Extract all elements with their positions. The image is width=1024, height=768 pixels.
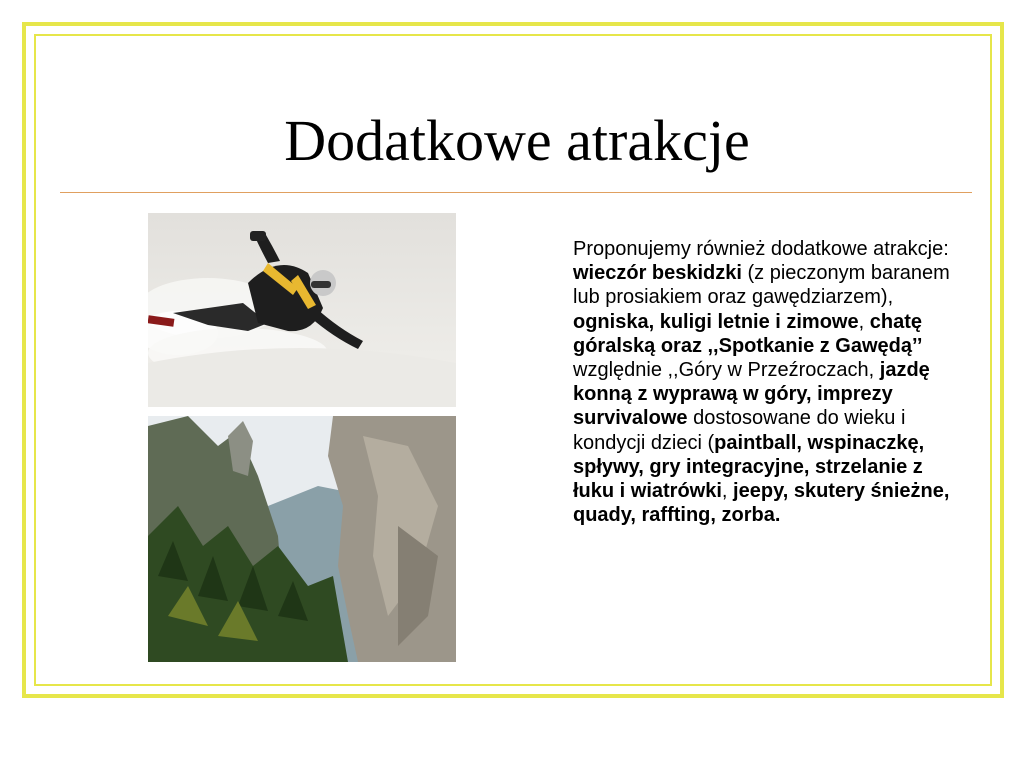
bold-text-run: wieczór beskidzki (573, 262, 742, 285)
bold-text-run: chatę góralską oraz ,,Spotkanie z Gawędą’’ (573, 310, 923, 357)
bold-text-run: jeepy, skutery śnieżne, quady, raffting, zorba. (573, 480, 950, 527)
text-run: Proponujemy również dodatkowe atrakcje: (573, 238, 949, 260)
slide-title: Dodatkowe atrakcje (284, 108, 750, 173)
text-run: (z pieczonym baranem lub prosiakiem oraz gawędziarzem), (573, 262, 950, 309)
text-run: , (858, 310, 870, 333)
bold-text-run: ogniska, kuligi letnie i zimowe (573, 310, 859, 333)
mountain-photo (148, 416, 456, 662)
skier-photo (148, 213, 456, 407)
title-divider (60, 192, 972, 193)
text-run: względnie ,,Góry w Przeźroczach, (573, 359, 880, 382)
slide-body-text (573, 237, 968, 527)
bold-text-run: jazdę konną z wyprawą w góry, imprezy survivalowe (573, 359, 930, 430)
text-run: dostosowane do wieku i kondycji dzieci ( (573, 407, 906, 454)
bold-text-run: paintball, wspinaczkę, spływy, gry integracyjne, strzelanie z łuku i wiatrówki (573, 431, 925, 503)
text-run: , (721, 480, 734, 503)
